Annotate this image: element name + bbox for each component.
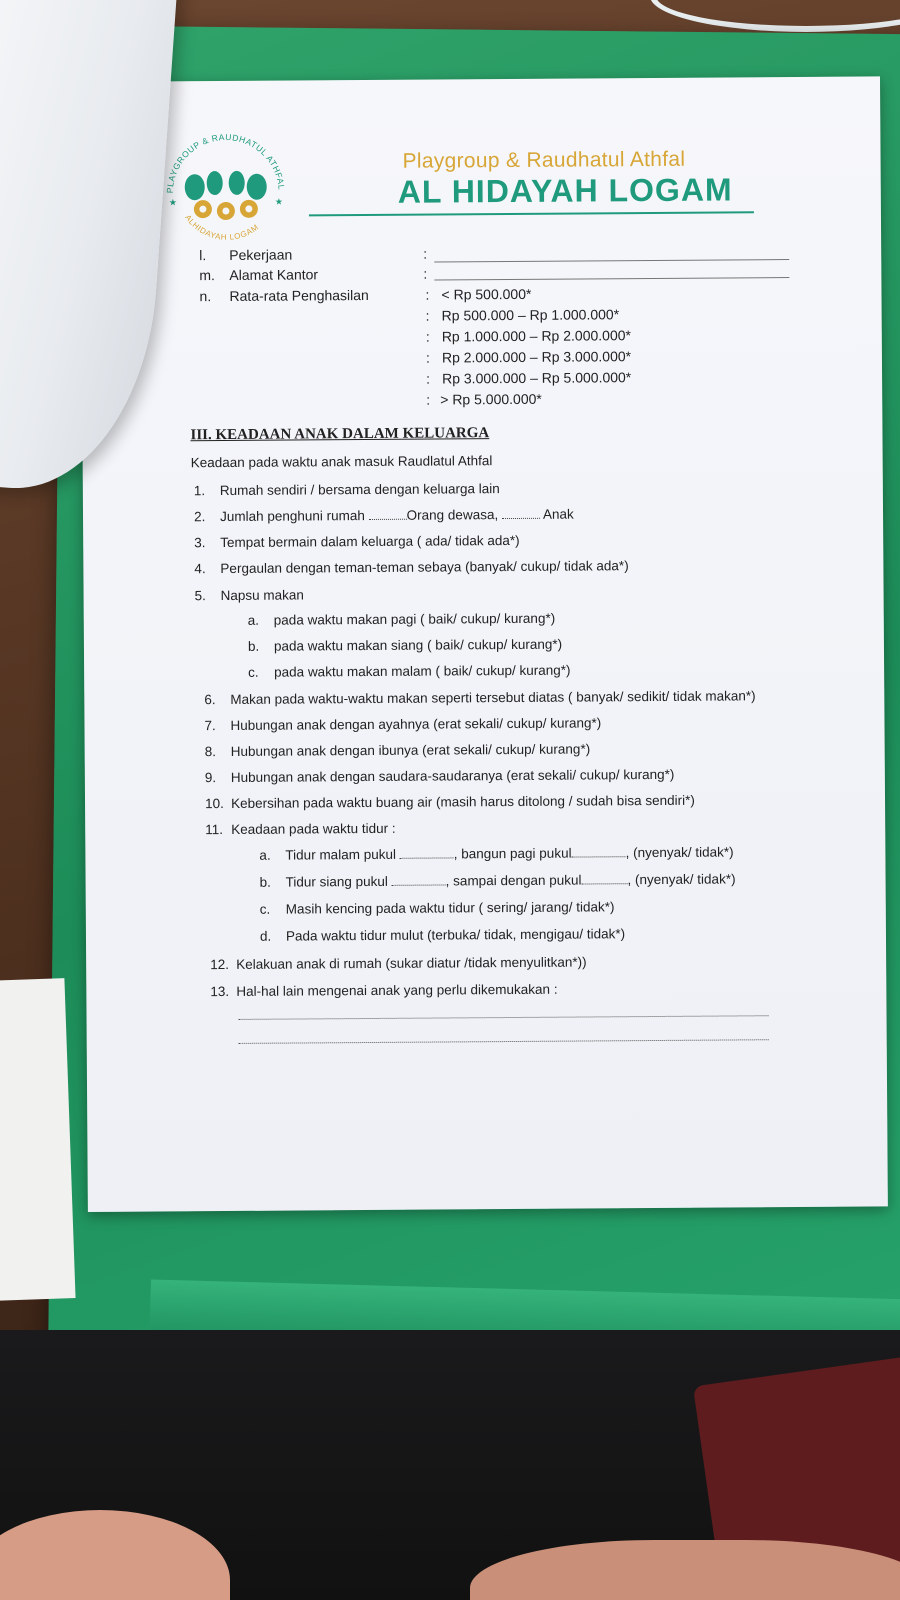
alamat-kantor-input-line[interactable] — [434, 277, 789, 280]
income-option[interactable]: Rp 500.000 – Rp 1.000.000* — [441, 306, 620, 324]
form-page — [80, 76, 888, 1212]
colon: : — [425, 328, 430, 345]
list-item — [205, 741, 591, 759]
item-text[interactable]: Tempat bermain dalam keluarga ( ada/ tidak ada*) — [220, 532, 520, 551]
star-icon: ★ — [274, 196, 283, 207]
sub-item — [260, 926, 625, 944]
income-option[interactable]: Rp 2.000.000 – Rp 3.000.000* — [441, 348, 632, 366]
sub-item-text[interactable]: , (nyenyak/ tidak*) — [625, 844, 734, 861]
children-count-blank[interactable] — [502, 518, 540, 519]
adults-count-blank[interactable] — [369, 519, 407, 520]
list-item — [205, 767, 675, 785]
field-label: Alamat Kantor — [229, 266, 319, 283]
school-name: AL HIDAYAH LOGAM — [397, 171, 733, 210]
item-number: 2. — [193, 509, 206, 525]
item-number: 11. — [205, 822, 224, 838]
colon: : — [426, 370, 431, 387]
item-text: Hal-hal lain mengenai anak yang perlu dikemukakan : — [236, 981, 558, 999]
section-title: III. KEADAAN ANAK DALAM KELUARGA — [190, 425, 490, 444]
list-item — [210, 982, 557, 999]
list-item — [204, 688, 755, 707]
nap-end-time-blank[interactable] — [582, 883, 628, 884]
field-letter: m. — [199, 267, 215, 284]
sub-item-letter: a. — [259, 847, 271, 863]
item-text[interactable]: Hubungan anak dengan ibunya (erat sekali/ cukup/ kurang*) — [230, 741, 591, 759]
item-text[interactable]: Hubungan anak dengan saudara-saudaranya (erat sekali/ cukup/ kurang*) — [230, 766, 675, 785]
list-item — [205, 821, 395, 837]
item-number: 8. — [204, 744, 216, 760]
item-number: 9. — [204, 770, 217, 786]
header-rule — [309, 211, 754, 216]
item-text[interactable]: Makan pada waktu-waktu makan seperti tersebut diatas ( banyak/ sedikit/ tidak makan*) — [230, 688, 756, 707]
notes-line[interactable] — [239, 1015, 769, 1020]
notes-line[interactable] — [239, 1039, 769, 1044]
sub-item-text[interactable]: pada waktu makan malam ( baik/ cukup/ kurang*) — [274, 662, 571, 680]
field-letter: n. — [199, 288, 212, 305]
night-sleep-time-blank[interactable] — [400, 857, 454, 858]
sub-item-text[interactable]: pada waktu makan pagi ( baik/ cukup/ kurang*) — [273, 610, 556, 628]
list-item — [204, 715, 601, 733]
list-item — [194, 507, 574, 525]
colon: : — [423, 265, 428, 282]
sub-item — [248, 611, 556, 628]
colon: : — [423, 245, 428, 262]
sub-item-letter: d. — [259, 928, 272, 944]
list-item — [194, 558, 628, 576]
item-text: Jumlah penghuni rumah — [219, 507, 369, 525]
list-item — [205, 793, 695, 811]
colon: : — [425, 349, 430, 366]
sub-item-text[interactable]: Pada waktu tidur mulut (terbuka/ tidak, mengigau/ tidak*) — [285, 926, 626, 944]
item-number: 10. — [204, 796, 224, 812]
sub-item-text: Tidur malam pukul — [285, 846, 400, 863]
item-number: 6. — [204, 692, 216, 708]
income-option[interactable]: > Rp 5.000.000* — [440, 390, 542, 408]
item-number: 7. — [204, 718, 216, 734]
sub-item-letter: b. — [259, 874, 271, 890]
school-subtitle: Playgroup & Raudhatul Athfal — [402, 147, 686, 173]
list-item — [210, 954, 587, 972]
sub-item-letter: c. — [259, 901, 271, 917]
item-text: Keadaan pada waktu tidur : — [231, 820, 396, 837]
sub-item — [248, 637, 562, 654]
sub-item-text: , bangun pagi pukul — [453, 845, 572, 862]
item-number: 13. — [210, 983, 230, 1000]
nap-start-time-blank[interactable] — [392, 884, 446, 885]
item-text: Napsu makan — [220, 587, 304, 604]
item-text: Orang dewasa, — [406, 507, 502, 523]
logo-arc-bottom: ALHIDAYAH LOGAM — [183, 213, 261, 242]
item-text[interactable]: Kebersihan pada waktu buang air (masih harus ditolong / sudah bisa sendiri*) — [230, 792, 695, 811]
sub-item-text[interactable]: Masih kencing pada waktu tidur ( sering/ jarang/ tidak*) — [285, 899, 615, 917]
sub-item-letter: b. — [247, 638, 260, 654]
star-icon: ★ — [168, 197, 177, 208]
income-option[interactable]: Rp 1.000.000 – Rp 2.000.000* — [441, 327, 631, 345]
item-text[interactable]: Pergaulan dengan teman-teman sebaya (banyak/ cukup/ tidak ada*) — [220, 558, 629, 577]
sub-item — [260, 871, 736, 889]
list-item — [195, 587, 304, 603]
colon: : — [426, 391, 431, 408]
item-text[interactable]: Rumah sendiri / bersama dengan keluarga lain — [219, 481, 500, 499]
item-number: 1. — [193, 483, 206, 499]
wake-time-blank[interactable] — [572, 856, 626, 857]
item-text[interactable]: Kelakuan anak di rumah (sukar diatur /tidak menyulitkan*)) — [236, 954, 587, 972]
field-letter: l. — [199, 247, 207, 264]
item-number: 3. — [194, 535, 206, 551]
logo-arc-top: PLAYGROUP & RAUDHATUL ATHFAL — [164, 131, 287, 194]
sub-item-letter: c. — [248, 664, 259, 680]
sub-item-letter: a. — [247, 612, 260, 628]
sub-item — [259, 844, 733, 862]
pekerjaan-input-line[interactable] — [434, 259, 789, 262]
section-intro: Keadaan pada waktu anak masuk Raudlatul Athfal — [190, 453, 493, 471]
school-logo — [160, 131, 291, 252]
colon: : — [425, 307, 430, 324]
item-text[interactable]: Hubungan anak dengan ayahnya (erat sekali/ cukup/ kurang*) — [230, 715, 602, 733]
list-item — [194, 481, 500, 498]
sub-item — [248, 663, 571, 680]
logo-mark — [185, 171, 267, 221]
income-option[interactable]: Rp 3.000.000 – Rp 5.000.000* — [442, 369, 632, 387]
sub-item-text[interactable]: , (nyenyak/ tidak*) — [627, 871, 736, 888]
sub-item-text: , sampai dengan pukul — [445, 872, 582, 889]
sub-item-text[interactable]: pada waktu makan siang ( baik/ cukup/ kurang*) — [273, 636, 563, 654]
item-text: Anak — [539, 506, 574, 522]
item-number: 12. — [210, 956, 229, 973]
sub-item — [260, 899, 615, 916]
field-label: Rata-rata Penghasilan — [229, 286, 369, 304]
field-label: Pekerjaan — [229, 246, 293, 263]
sub-item-text: Tidur siang pukul — [285, 873, 392, 890]
income-option[interactable]: < Rp 500.000* — [441, 285, 532, 303]
item-number: 4. — [194, 561, 206, 577]
colon: : — [425, 286, 430, 303]
loose-sheet — [0, 978, 76, 1302]
list-item — [194, 533, 520, 550]
item-number: 5. — [194, 588, 206, 604]
